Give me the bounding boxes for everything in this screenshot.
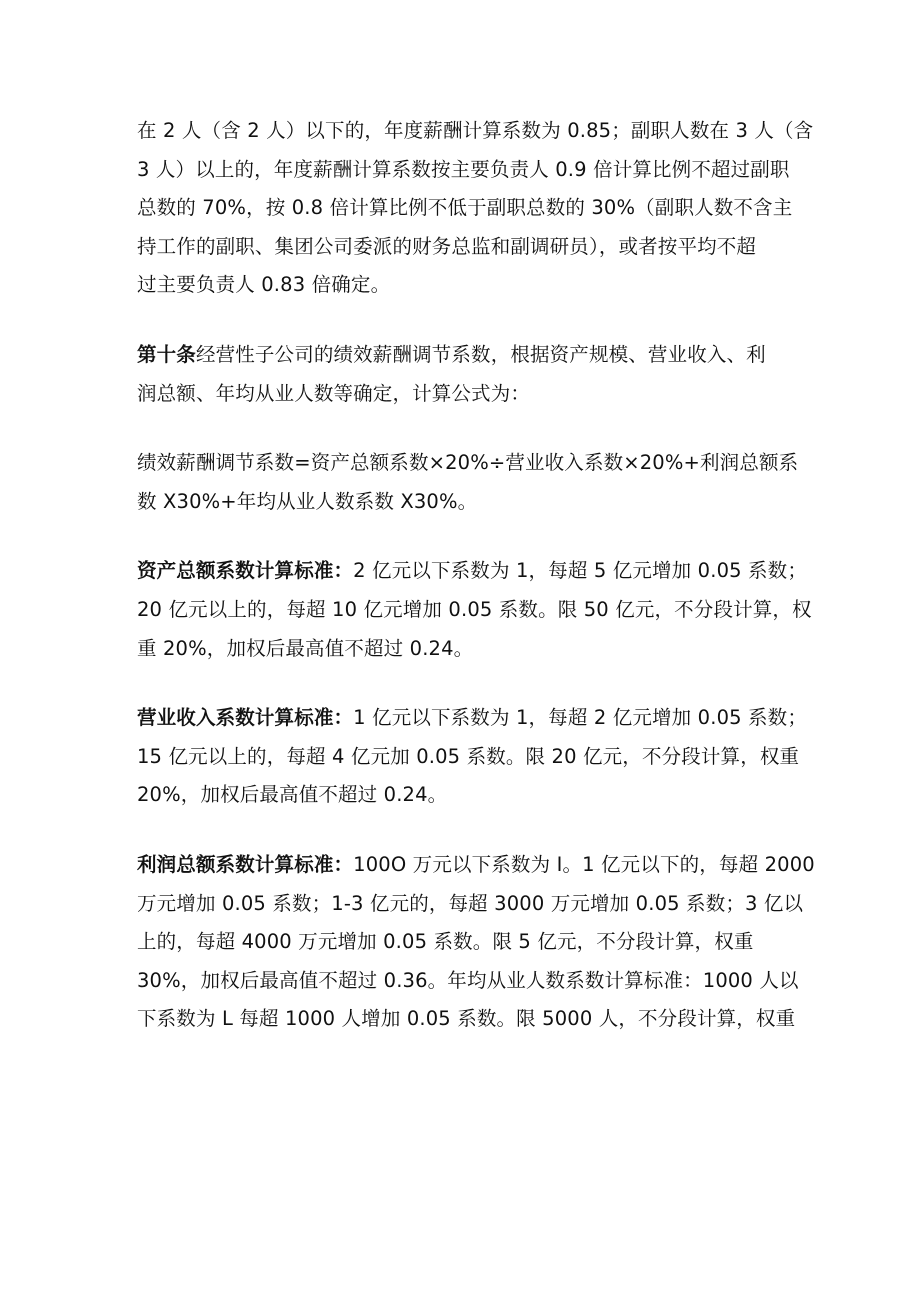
paragraph-profit-standard [137, 846, 815, 1039]
paragraph-asset-standard [137, 552, 812, 668]
paragraph-spacing [137, 305, 797, 336]
paragraph-spacing [137, 815, 797, 846]
text-line [137, 699, 807, 738]
text-line: 重 20%，加权后最高值不超过 0.24。 [137, 636, 474, 660]
text-line: 万元增加 0.05 系数；1-3 亿元的，每超 3000 万元增加 0.05 系数；3 亿以 [137, 891, 804, 915]
text-line [137, 336, 797, 375]
formula-line: 绩效薪酬调节系数=资产总额系数×20%÷营业收入系数×20%+利润总额系 [137, 451, 799, 475]
text-line [137, 552, 807, 591]
section-heading: 利润总额系数计算标准： [137, 852, 354, 876]
section-text: 100O 万元以下系数为 I。1 亿元以下的，每超 2000 [353, 852, 815, 876]
article-text: 经营性子公司的绩效薪酬调节系数，根据资产规模、营业收入、利 [195, 342, 766, 366]
text-line: 下系数为 L 每超 1000 人增加 0.05 系数。限 5000 人，不分段计算，权重 [137, 1007, 796, 1031]
paragraph-spacing [137, 668, 797, 699]
paragraph-article-ten [137, 336, 797, 413]
paragraph-formula [137, 444, 797, 521]
text-line: 20%，加权后最高值不超过 0.24。 [137, 783, 448, 807]
text-line: 过主要负责人 0.83 倍确定。 [137, 273, 391, 297]
paragraph-revenue-standard [137, 699, 807, 815]
article-heading: 第十条 [137, 342, 196, 366]
text-line [137, 846, 815, 885]
text-line: 20 亿元以上的，每超 10 亿元增加 0.05 系数。限 50 亿元，不分段计算，权 [137, 597, 812, 621]
text-line: 上的，每超 4000 万元增加 0.05 系数。限 5 亿元，不分段计算，权重 [137, 930, 754, 954]
text-line: 15 亿元以上的，每超 4 亿元加 0.05 系数。限 20 亿元，不分段计算，权重 [137, 744, 800, 768]
document-body [137, 112, 815, 1039]
section-heading: 营业收入系数计算标准： [137, 706, 354, 730]
text-line: 在 2 人（含 2 人）以下的，年度薪酬计算系数为 0.85；副职人数在 3 人（含 [137, 119, 814, 142]
paragraph-coefficient-deputy [137, 112, 814, 305]
formula-line: 数 X30%+年均从业人数系数 X30%。 [137, 489, 478, 513]
text-line: 持工作的副职、集团公司委派的财务总监和副调研员），或者按平均不超 [137, 234, 757, 258]
section-text: 2 亿元以下系数为 1，每超 5 亿元增加 0.05 系数； [353, 559, 807, 583]
paragraph-spacing [137, 521, 797, 552]
text-line: 3 人）以上的，年度薪酬计算系数按主要负责人 0.9 倍计算比例不超过副职 [137, 157, 790, 181]
paragraph-spacing [137, 413, 797, 444]
text-line: 总数的 70%，按 0.8 倍计算比例不低于副职总数的 30%（副职人数不含主 [137, 196, 793, 220]
text-line: 30%，加权后最高值不超过 0.36。年均从业人数系数计算标准：1000 人以 [137, 968, 799, 992]
section-heading: 资产总额系数计算标准： [137, 559, 354, 583]
text-line: 润总额、年均从业人数等确定，计算公式为： [137, 381, 531, 405]
section-text: 1 亿元以下系数为 1，每超 2 亿元增加 0.05 系数； [353, 706, 807, 730]
